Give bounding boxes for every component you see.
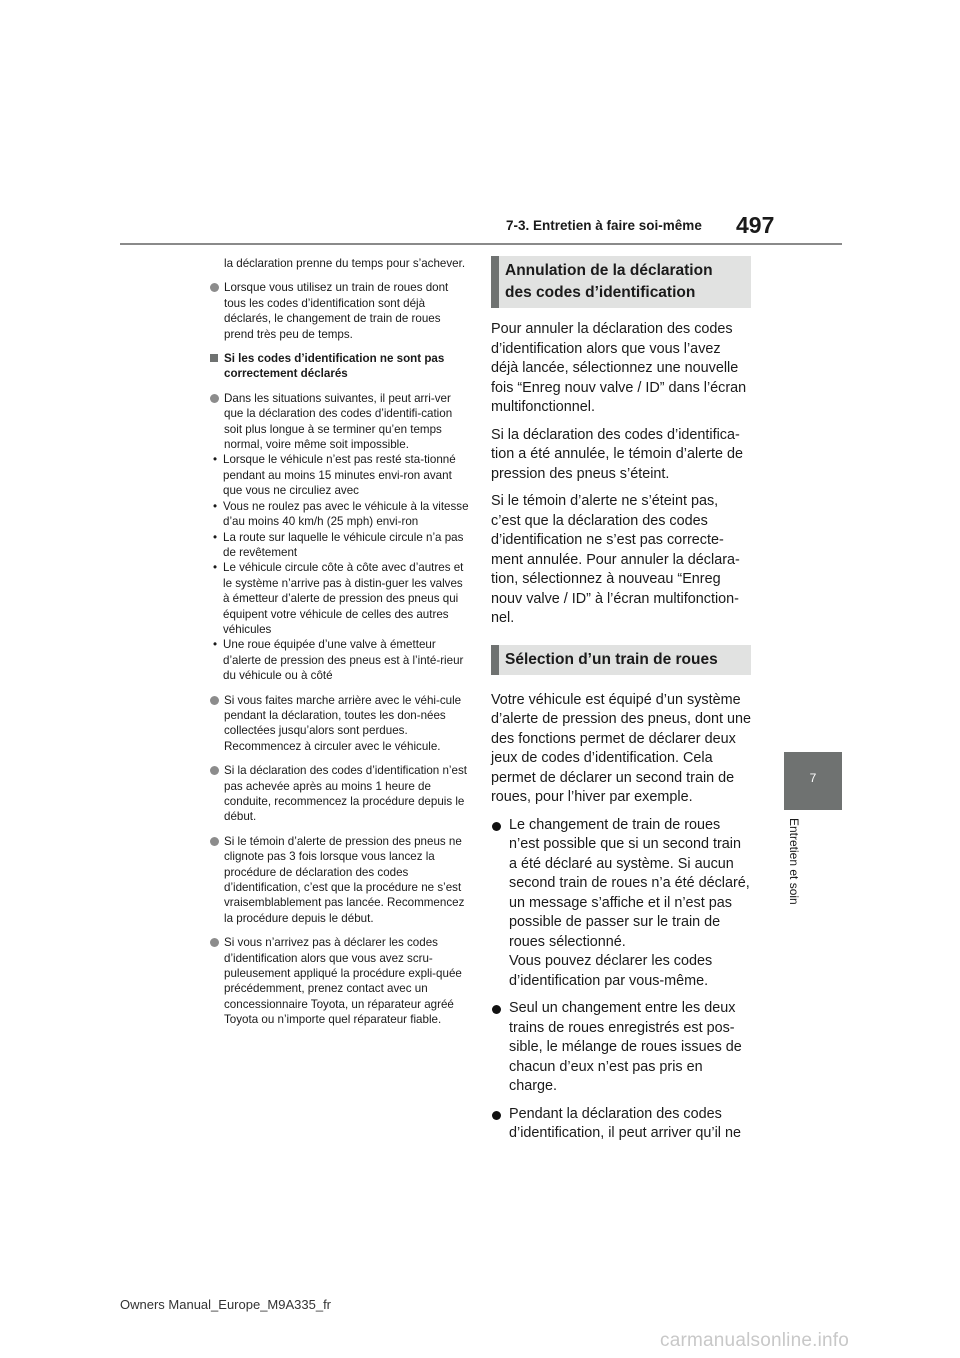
page-number: 497	[736, 212, 775, 238]
list-item-text: Seul un changement entre les deux trains de roues enregistrés est pos-sible, le mélange de roues issues de chacun d’eux n’est pas pris en charge.	[509, 1000, 742, 1094]
continuation-text: la déclaration prenne du temps pour s’achever.	[224, 257, 466, 270]
sub-bullet-marker: •	[213, 499, 218, 513]
bullet-icon	[210, 938, 219, 947]
subheading	[210, 351, 470, 382]
sub-list-item	[210, 637, 470, 683]
list-item-text: Si vous n’arrivez pas à déclarer les codes d’identification alors que vous avez scru-puleusement appliqué la procédure expli-quée précédemment, prenez contact avec un concessionnaire Toyota, un réparateur agréé Toyota ou n’importe quel réparateur fiable.	[224, 936, 462, 1027]
list-item-text: Si la déclaration des codes d’identification n’est pas achevée après au moins 1 heure de conduite, recommencez la procédure depuis le début.	[224, 764, 467, 824]
header-divider	[120, 243, 842, 245]
bullet-icon	[210, 696, 219, 705]
chapter-label: Entretien et soin	[787, 818, 801, 905]
chapter-tab	[784, 752, 842, 810]
sub-bullet-marker: •	[213, 561, 218, 575]
list-item	[210, 834, 470, 926]
bullet-icon	[210, 837, 219, 846]
bullet-icon	[492, 1005, 501, 1014]
sub-bullet-marker: •	[213, 530, 218, 544]
sub-list-item	[210, 530, 470, 561]
list-item-text: Dans les situations suivantes, il peut arri-ver que la déclaration des codes d’identifi-cation soit plus longue à se terminer qu’en temps normal, voire même soit impossible.	[224, 391, 453, 452]
section-title: 7-3. Entretien à faire soi-même	[506, 218, 702, 233]
list-item	[491, 816, 751, 992]
paragraph: Pour annuler la déclaration des codes d’identification alors que vous l’avez déjà lancée, sélectionnez une nouvelle fois “Enreg nouv valve / ID” dans l’écran multifonctionnel.	[491, 321, 747, 415]
list-item	[210, 763, 470, 825]
list-item-text: Lorsque vous utilisez un train de roues dont tous les codes d’identification sont déjà déclarés, le changement de train de roues prend très peu de temps.	[224, 281, 449, 341]
sub-bullet-marker: •	[213, 638, 218, 652]
paragraph: Votre véhicule est équipé d’un système d’alerte de pression des pneus, dont une des fonctions permet de déclarer deux jeux de codes d’identification. Cela permet de déclarer un second train de roues, pour l’hiver par exemple.	[491, 691, 752, 805]
section-heading-cancel: Annulation de la déclaration des codes d’identification	[491, 256, 751, 308]
subheading-text: Si les codes d’identification ne sont pas correctement déclarés	[224, 352, 445, 381]
sub-list-item	[210, 499, 470, 530]
right-column	[491, 256, 751, 1152]
bullet-icon	[210, 766, 219, 775]
sub-bullet-marker: •	[213, 453, 218, 467]
sub-list-item	[210, 452, 470, 498]
list-item	[210, 693, 470, 755]
footer-manual-id: Owners Manual_Europe_M9A335_fr	[120, 1297, 332, 1312]
bullet-icon	[210, 283, 219, 292]
paragraph: Si le témoin d’alerte ne s’éteint pas, c’est que la déclaration des codes d’identification ne s’est pas correcte-ment annulée. Pour annuler la déclara-tion, sélectionnez à nouveau “Enreg nouv valve / ID” à l’écran multifonction-nel.	[491, 493, 740, 626]
bullet-icon	[492, 822, 501, 831]
list-item	[491, 999, 751, 1097]
list-item	[491, 1105, 751, 1144]
list-item-text: Si le témoin d’alerte de pression des pneus ne clignote pas 3 fois lorsque vous lancez la procédure de déclaration des codes d’identification, c’est que la procédure ne s’est vraisemblablement pas lancée. Recommencez la procédure depuis le début.	[224, 834, 465, 925]
watermark: carmanualsonline.info	[660, 1330, 850, 1351]
list-item-text: Le changement de train de roues n’est possible que si un second train a été déclaré au système. Si aucun second train de roues n’a été déclaré, un message s’affiche et il n’est pas possible de passer sur le train de roues sélectionné.	[509, 816, 750, 950]
bullet-icon	[210, 394, 219, 403]
sub-list-item	[210, 560, 470, 637]
list-item-extra-text: Vous pouvez déclarer les codes d’identification par vous-même.	[509, 953, 713, 989]
paragraph: Si la déclaration des codes d’identifica-tion a été annulée, le témoin d’alerte de pression des pneus s’éteint.	[491, 426, 744, 482]
chapter-number: 7	[809, 771, 817, 785]
list-item	[210, 391, 470, 684]
sub-list-item-text: Lorsque le véhicule n’est pas resté sta-tionné pendant au moins 15 minutes envi-ron avant que vous ne circuliez avec	[223, 453, 456, 498]
list-item-text: Si vous faites marche arrière avec le véhi-cule pendant la déclaration, toutes les don-nées collectées jusqu’alors sont perdues. Recommencez à circuler avec le véhicule.	[224, 693, 462, 753]
sub-list-item-text: Une roue équipée d’une valve à émetteur d’alerte de pression des pneus est à l’inté-rieur du véhicule ou à côté	[223, 638, 464, 683]
sub-list-item-text: La route sur laquelle le véhicule circule n’a pas de revêtement	[223, 530, 464, 559]
list-item-text: Pendant la déclaration des codes d’identification, il peut arriver qu’il ne	[509, 1105, 741, 1141]
list-item	[210, 280, 470, 342]
sub-list	[210, 452, 470, 683]
square-bullet-icon	[210, 354, 218, 362]
left-column	[210, 256, 470, 1037]
list-item	[210, 935, 470, 1027]
sub-list-item-text: Le véhicule circule côte à côte avec d’autres et le système n’arrive pas à distin-guer les valves à émetteur d’alerte de pression des pneus qui équipent votre véhicule de celles des autres véhicules	[223, 561, 464, 636]
section-heading-select: Sélection d’un train de roues	[491, 645, 751, 675]
bullet-icon	[492, 1111, 501, 1120]
sub-list-item-text: Vous ne roulez pas avec le véhicule à la vitesse d’au moins 40 km/h (25 mph) envi-ron	[223, 499, 469, 529]
